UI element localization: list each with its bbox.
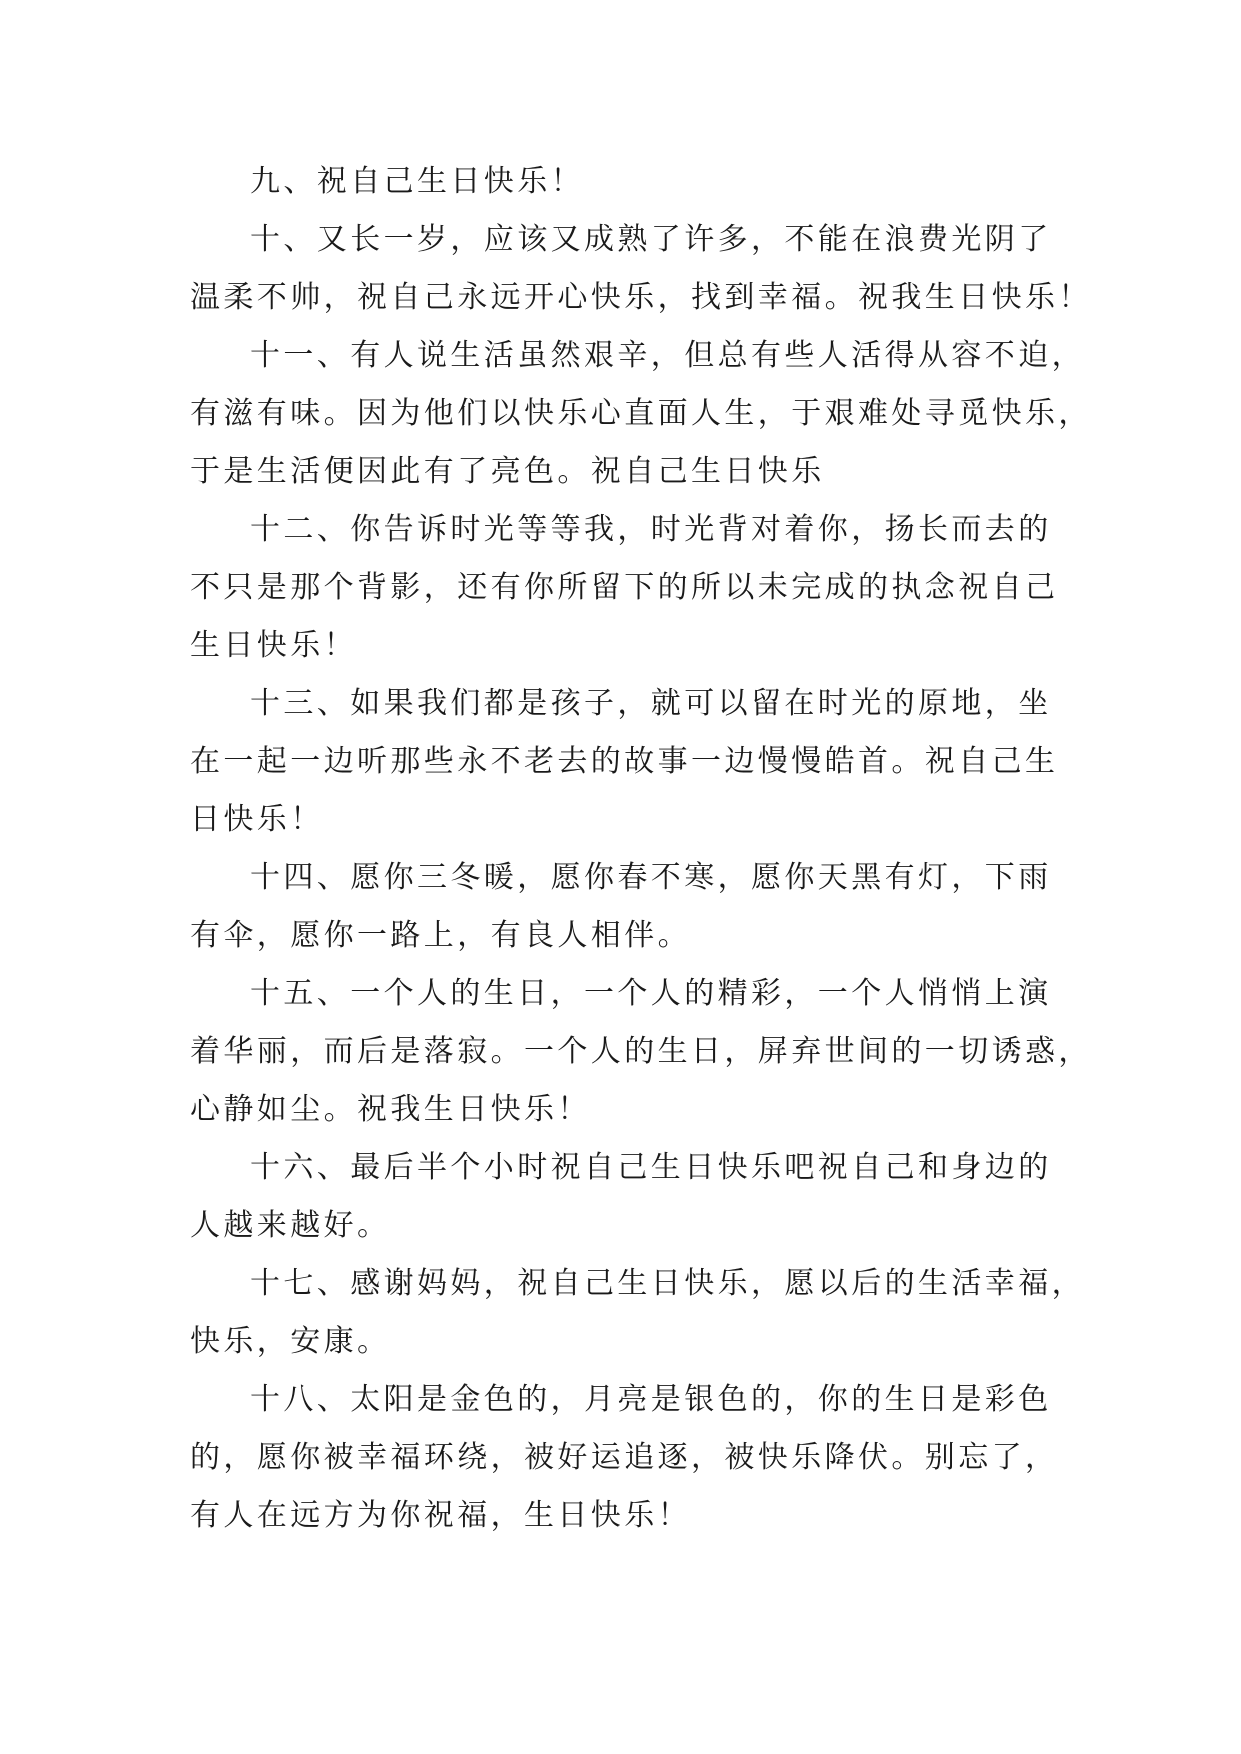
text-line: 十八、太阳是金色的，月亮是银色的，你的生日是彩色 <box>250 1382 1052 1417</box>
text-line: 九、祝自己生日快乐！ <box>250 164 584 199</box>
text-line: 十、又长一岁，应该又成熟了许多，不能在浪费光阴了 <box>250 222 1052 257</box>
text-line: 十一、有人说生活虽然艰辛，但总有些人活得从容不迫， <box>250 338 1085 373</box>
text-line: 日快乐！ <box>190 802 324 837</box>
text-line: 十二、你告诉时光等等我，时光背对着你，扬长而去的 <box>250 512 1052 547</box>
text-line: 的，愿你被幸福环绕，被好运追逐，被快乐降伏。别忘了， <box>190 1440 1059 1475</box>
text-line: 人越来越好。 <box>190 1208 391 1243</box>
text-line: 有滋有味。因为他们以快乐心直面人生，于艰难处寻觅快乐， <box>190 396 1092 431</box>
text-line: 快乐，安康。 <box>190 1324 391 1359</box>
text-line: 心静如尘。祝我生日快乐！ <box>190 1092 591 1127</box>
text-line: 不只是那个背影，还有你所留下的所以未完成的执念祝自己 <box>190 570 1059 605</box>
paragraph-14 <box>190 849 1060 965</box>
paragraph-18 <box>190 1371 1060 1545</box>
text-line: 温柔不帅，祝自己永远开心快乐，找到幸福。祝我生日快乐！ <box>190 280 1092 315</box>
paragraph-11 <box>190 327 1092 501</box>
text-line: 十六、最后半个小时祝自己生日快乐吧祝自己和身边的 <box>250 1150 1052 1185</box>
paragraph-12 <box>190 501 1060 675</box>
paragraph-17 <box>190 1255 1085 1371</box>
text-line: 十五、一个人的生日，一个人的精彩，一个人悄悄上演 <box>250 976 1052 1011</box>
text-line: 在一起一边听那些永不老去的故事一边慢慢皓首。祝自己生 <box>190 744 1059 779</box>
text-line: 生日快乐！ <box>190 628 357 663</box>
paragraph-9 <box>190 153 1060 211</box>
paragraph-13 <box>190 675 1060 849</box>
paragraph-15 <box>190 965 1092 1139</box>
text-line: 着华丽，而后是落寂。一个人的生日，屏弃世间的一切诱惑， <box>190 1034 1092 1069</box>
paragraph-16 <box>190 1139 1060 1255</box>
text-line: 十七、感谢妈妈，祝自己生日快乐，愿以后的生活幸福， <box>250 1266 1085 1301</box>
text-line: 十三、如果我们都是孩子，就可以留在时光的原地，坐 <box>250 686 1052 721</box>
text-line: 十四、愿你三冬暖，愿你春不寒，愿你天黑有灯，下雨 <box>250 860 1052 895</box>
text-line: 有人在远方为你祝福，生日快乐！ <box>190 1498 691 1533</box>
text-line: 有伞，愿你一路上，有良人相伴。 <box>190 918 691 953</box>
document-page <box>190 153 1092 1545</box>
text-line: 于是生活便因此有了亮色。祝自己生日快乐 <box>190 454 825 489</box>
paragraph-10 <box>190 211 1092 327</box>
